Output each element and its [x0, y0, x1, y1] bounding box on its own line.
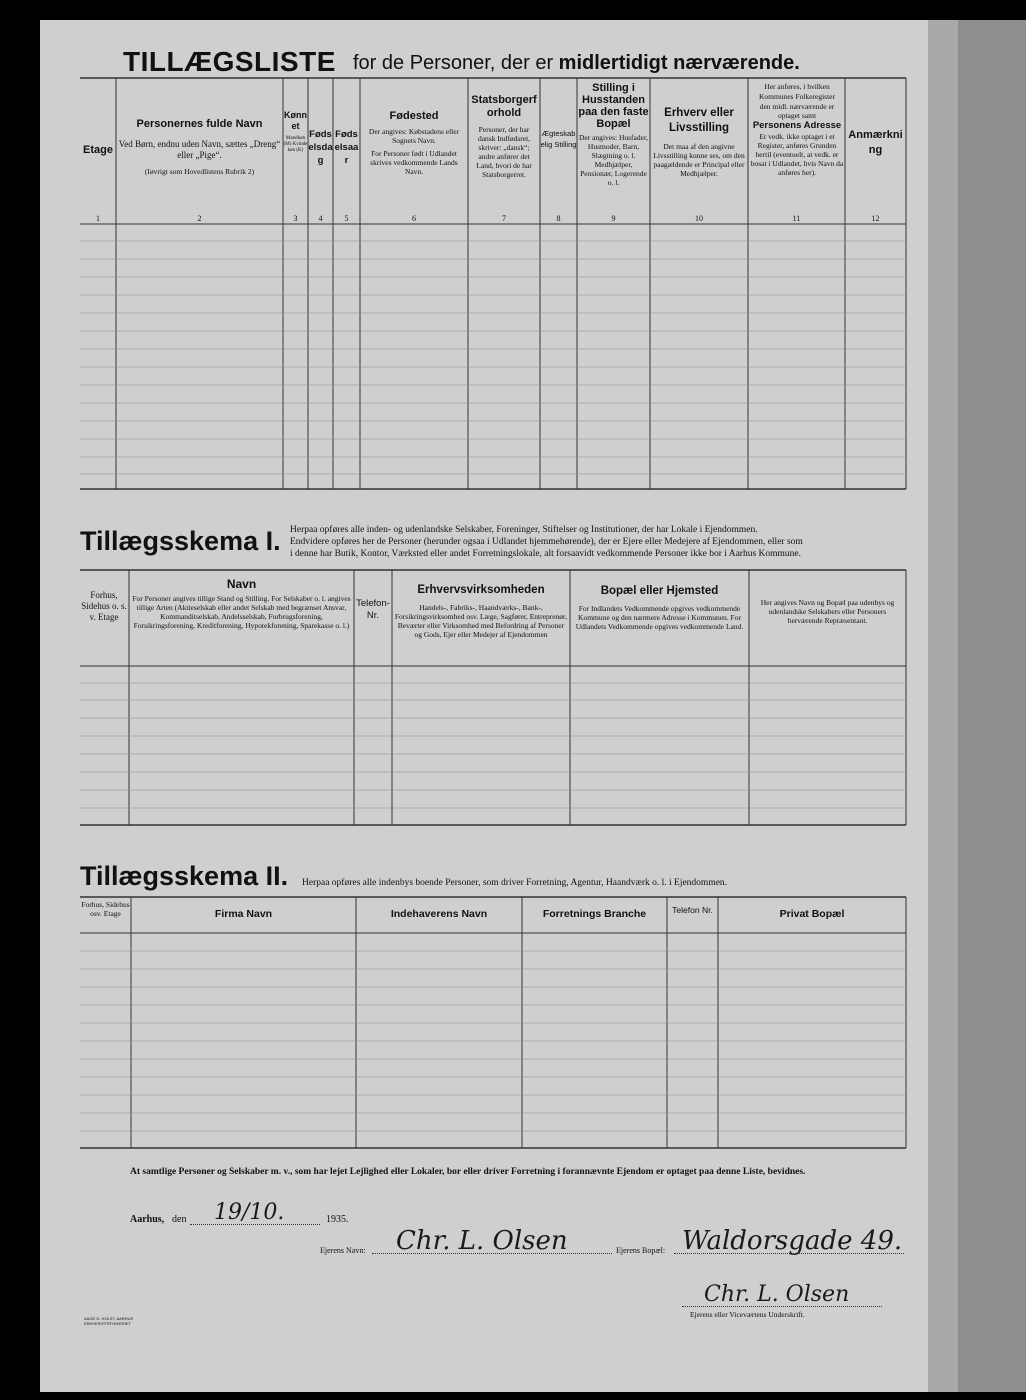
col-number: 10 — [695, 214, 703, 223]
skema2-col-etage: Forhus, Sidehus osv. Etage — [81, 900, 130, 918]
col-header-anmaerkning: Anmærkning — [848, 129, 903, 156]
skema1-col-etage: Forhus, Sidehus o. s. v. Etage — [81, 590, 127, 622]
signature-handwritten: Chr. L. Olsen — [704, 1282, 850, 1307]
col-number: 11 — [792, 214, 801, 223]
col-number: 3 — [293, 214, 298, 223]
col-header-fodested: Fødested Der angives: Købstadens eller Sognets Navn. For Personer født i Udlandet skrives vedkommende Lands Navn. — [368, 110, 460, 176]
year-label: 1935. — [326, 1214, 349, 1225]
col-header-folkeregister: Her anføres, i hvilken Kommunes Folkeregister den midl. nærværende er optaget samt Personens Adresse Er vedk. ikke optaget i et Register, anføres Grunden hertil (eventuelt, at vedk. er bosat i Udlandet, hvis Navn da anføres her). — [750, 82, 844, 177]
col-number: 9 — [611, 214, 616, 223]
skema1-note: Herpaa opføres alle inden- og udenlandske Selskaber, Foreninger, Stiftelser og Institutioner, der har Lokale i Ejendommen. Endvidere opføres her de Personer (herunder ogsaa i Udlandet hjemmehørende), der er Ejere eller Medejere af Ejendommen, eller som i denne har Butik, Kontor, Værksted eller andet Forretningslokale, alt forsaavidt vedkommende Personer ikke bor i Aarhus Kommune. — [290, 525, 803, 559]
col-number: 8 — [556, 214, 561, 223]
col-header-erhverv: Erhverv eller Livsstilling Det maa af den angivne Livsstilling kunne ses, om den paagældende er Principal eller Medhjælper. — [653, 107, 745, 178]
col-number: 12 — [871, 214, 880, 223]
skema1-col-erhverv: Erhvervsvirksomheden Handels-, Fabriks-, Haandværks-, Bank-, Forsikringsvirksomhed osv. Læge, Sagfører, Entreprenør, Beværter eller Virksomhed med Befordring af Personer og Gods, Ejer eller Medejer af Ejendommen — [394, 584, 568, 639]
skema2-title: Tillægsskema II. — [80, 861, 289, 891]
skema1-col-repraesentant: Her angives Navn og Bopæl paa udenbys og udenlandske Selskabers eller Personers herværende Repræsentant. — [760, 598, 895, 625]
col-number: 1 — [96, 214, 100, 223]
owner-address-handwritten: Waldorsgade 49. — [682, 1226, 903, 1256]
date-handwritten: 19/10. — [214, 1200, 285, 1225]
col-header-konnet: Kønnet Mandkøn (M) Kvindekøn (K) — [283, 110, 308, 153]
col-header-etage: Etage — [83, 144, 113, 156]
skema2-col-bopael: Privat Bopæl — [779, 908, 845, 920]
skema2-col-branche: Forretnings Branche — [542, 908, 647, 920]
skema1-title: Tillægsskema I. — [80, 526, 281, 556]
skema2-note: Herpaa opføres alle indenbys boende Personer, som driver Forretning, Agentur, Haandværk o. l. i Ejendommen. — [302, 878, 728, 888]
col-number: 7 — [502, 214, 506, 223]
signature-label: Ejerens eller Viceværtens Underskrift. — [690, 1310, 805, 1319]
col-header-fodselsaar: Fødselsaar — [334, 129, 359, 166]
col-header-statsborger: Statsborgerforhold Personer, der har dansk Indfødsret, skriver: „dansk“; andre anfører det Land, hvori de har Statsborgerret. — [471, 94, 537, 179]
col-number: 5 — [344, 214, 349, 223]
skema2-col-firma: Firma Navn — [214, 908, 273, 920]
owner-name-label: Ejerens Navn: — [320, 1246, 366, 1255]
page-subtitle: for de Personer, der er midlertidigt nærværende. — [353, 52, 800, 74]
col-header-stilling: Stilling i Husstanden paa den faste Bopæl Der angives: Husfader, Husmoder, Barn, Slægtning o. l. Medhjælper, Pensionær, Logerende o. l. — [578, 82, 649, 187]
city-label: Aarhus, — [130, 1214, 165, 1225]
signature-line — [682, 1306, 882, 1307]
owner-address-label: Ejerens Bopæl: — [616, 1246, 666, 1255]
col-number: 2 — [197, 214, 202, 223]
skema1-col-telefon: Telefon-Nr. — [356, 598, 390, 621]
skema2-col-indehaver: Indehaverens Navn — [390, 908, 488, 920]
col-number: 6 — [412, 214, 416, 223]
skema2-col-telefon: Telefon Nr. — [672, 905, 713, 915]
col-header-aegteskabelig: Ægteskabelig Stilling — [540, 129, 577, 149]
page-title: TILLÆGSLISTE — [123, 46, 336, 77]
owner-name-handwritten: Chr. L. Olsen — [396, 1226, 568, 1256]
skema1-col-bopael: Bopæl eller Hjemsted For Indlandets Vedkommende opgives vedkommende Kommune og den nærmere Adresse i Kommunen. For Udlandets Vedkommende opgives vedkommende Land. — [575, 585, 744, 631]
skema1-col-navn: Navn For Personer angives tillige Stand og Stilling. For Selskaber o. l. angives tillige Arten (Aktieselskab eller andet Selskab med begrænset Ansvar, Kommanditselskab, Andelsselskab, Forbrugsforening, Forsikringsforening, Kreditforening, Hypotekforening, Sparekasse o. l.) — [132, 577, 351, 630]
date-den-label: den — [172, 1214, 187, 1225]
col-header-fodselsdag: Fødselsdag — [308, 129, 333, 166]
col-number: 4 — [318, 214, 323, 223]
attestation-statement: At samtlige Personer og Selskaber m. v., som har lejet Lejlighed eller Lokaler, bor eller driver Forretning i forannævnte Ejendom er optaget paa denne Liste, bevidnes. — [130, 1167, 806, 1177]
col-header-navn: Personernes fulde Navn Ved Børn, endnu uden Navn, sættes „Dreng“ eller „Pige“. (Iøvrigt som Hovedlistens Rubrik 2) — [118, 118, 281, 176]
printer-imprint: AAGE G. HOLST, AARHUS ERHVERVSTRYKKERIET — [84, 1316, 134, 1326]
